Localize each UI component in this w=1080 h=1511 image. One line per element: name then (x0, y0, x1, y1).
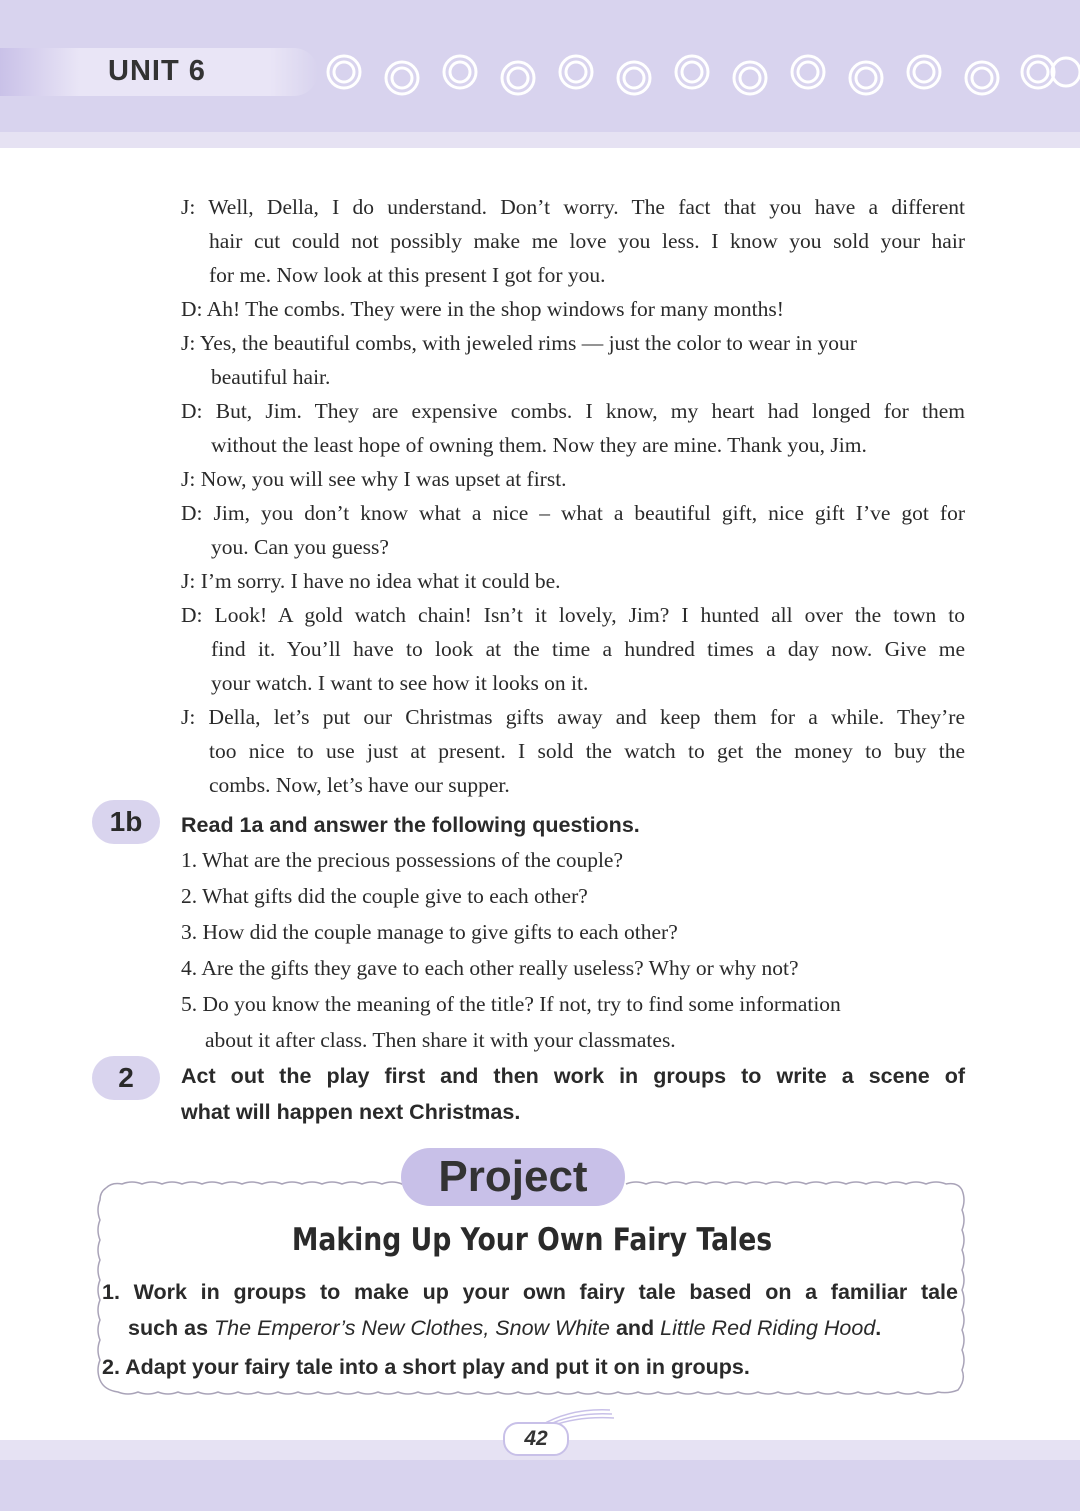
section-2-instruction-line: what will happen next Christmas. (181, 1100, 521, 1124)
dialogue-line: D: Jim, you don’t know what a nice – what a beautiful gift, nice gift I’ve got for (181, 501, 965, 525)
question-item: 1. What are the precious possessions of the couple? (181, 848, 624, 872)
question-item: 2. What gifts did the couple give to each other? (181, 884, 588, 908)
dialogue-line: J: Della, let’s put our Christmas gifts away and keep them for a while. They’re (181, 705, 965, 729)
dialogue-line: you. Can you guess? (211, 535, 389, 559)
question-item: 3. How did the couple manage to give gifts to each other? (181, 920, 678, 944)
dialogue-line: combs. Now, let’s have our supper. (209, 773, 510, 797)
section-2-badge: 2 (92, 1056, 160, 1100)
dialogue-line: J: Well, Della, I do understand. Don’t worry. The fact that you have a different (181, 195, 965, 219)
project-subtitle: Making Up Your Own Fairy Tales (291, 1222, 773, 1258)
dialogue-line: too nice to use just at present. I sold the watch to get the money to buy the (209, 739, 965, 763)
dialogue-line: beautiful hair. (211, 365, 331, 389)
dialogue-line: your watch. I want to see how it looks on it. (211, 671, 589, 695)
project-title: Project (401, 1148, 625, 1206)
dialogue-line: without the least hope of owning them. Now they are mine. Thank you, Jim. (211, 433, 867, 457)
tale-title: Snow White (495, 1316, 610, 1340)
dialogue-line: find it. You’ll have to look at the time a hundred times a day now. Give me (211, 637, 965, 661)
section-2-instruction-line: Act out the play first and then work in groups to write a scene of (181, 1064, 965, 1088)
project-item-2: 2. Adapt your fairy tale into a short play and put it on in groups. (102, 1355, 750, 1379)
dialogue-line: J: I’m sorry. I have no idea what it could be. (181, 569, 561, 593)
section-1b-instruction: Read 1a and answer the following questions. (181, 813, 640, 837)
tale-title: Little Red Riding Hood (660, 1316, 876, 1340)
dialogue-line: J: Yes, the beautiful combs, with jeweled rims — just the color to wear in your (181, 331, 857, 355)
question-item: 5. Do you know the meaning of the title? If not, try to find some information (181, 992, 841, 1016)
unit-label: UNIT 6 (108, 55, 206, 87)
project-item-1-line-1: 1. Work in groups to make up your own fairy tale based on a familiar tale (102, 1280, 958, 1304)
tale-title: The Emperor’s New Clothes (214, 1316, 484, 1340)
project-item-1-line-2: such as The Emperor’s New Clothes, Snow White and Little Red Riding Hood. (128, 1316, 882, 1340)
question-item: about it after class. Then share it with your classmates. (205, 1028, 676, 1052)
dialogue-line: hair cut could not possibly make me love you less. I know you sold your hair (209, 229, 965, 253)
dialogue-line: J: Now, you will see why I was upset at first. (181, 467, 567, 491)
dialogue-line: for me. Now look at this present I got for you. (209, 263, 606, 287)
page-number: 42 (503, 1422, 569, 1456)
dialogue-line: D: Ah! The combs. They were in the shop windows for many months! (181, 297, 784, 321)
ring-decoration (322, 50, 1080, 100)
section-1b-badge: 1b (92, 800, 160, 844)
dialogue-line: D: But, Jim. They are expensive combs. I know, my heart had longed for them (181, 399, 965, 423)
dialogue-line: D: Look! A gold watch chain! Isn’t it lovely, Jim? I hunted all over the town to (181, 603, 965, 627)
question-item: 4. Are the gifts they gave to each other really useless? Why or why not? (181, 956, 799, 980)
